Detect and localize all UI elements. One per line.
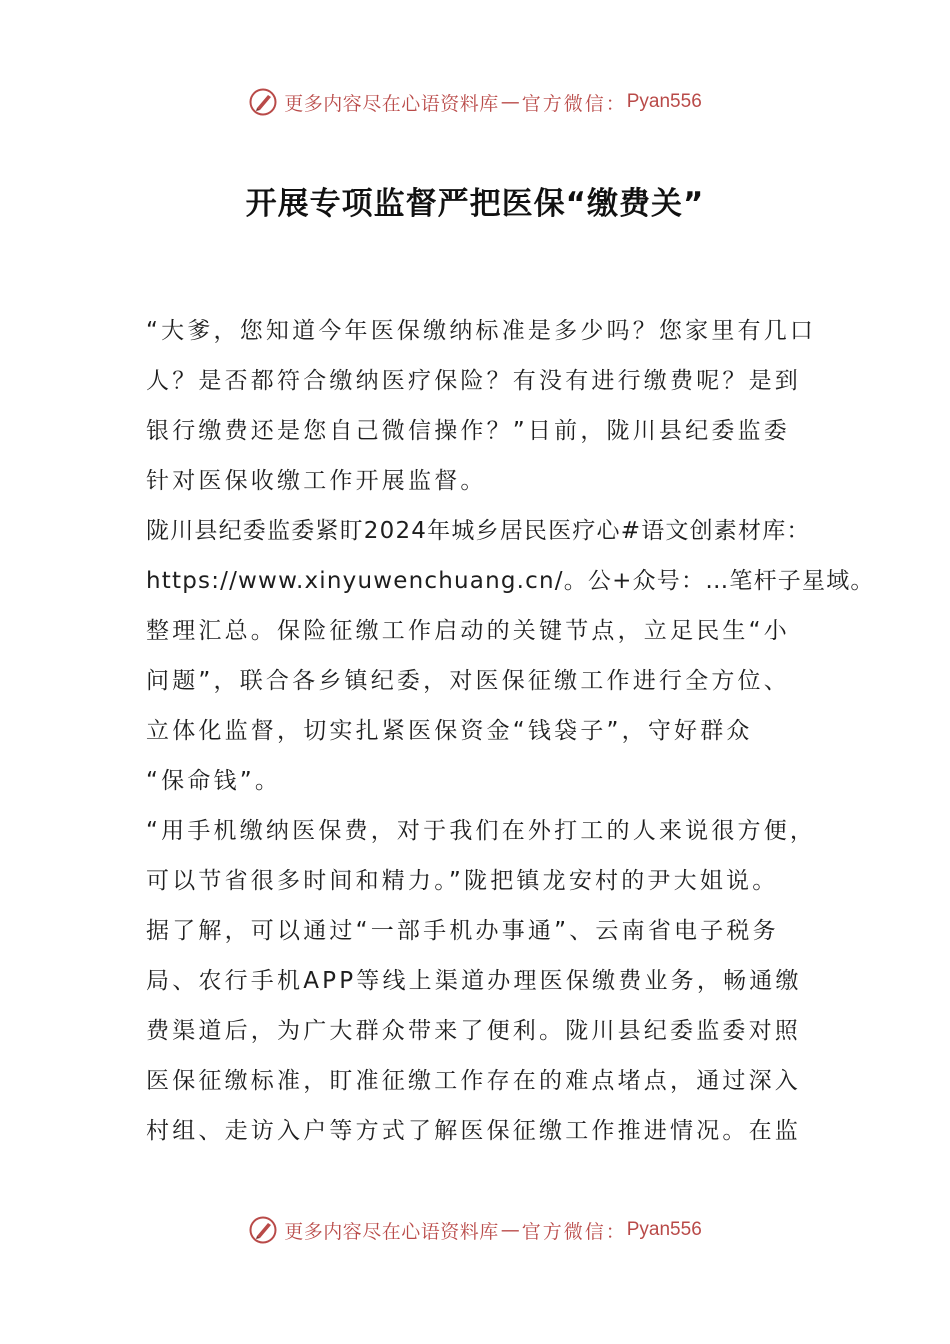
text-line: 针对医保收缴工作开展监督。: [146, 468, 487, 494]
watermark-wechat-id: Pyan556: [626, 91, 702, 112]
text-line-url: https://www.xinyuwenchuang.cn/。公+众号：…笔杆子星域。: [146, 568, 875, 594]
watermark-wechat-label: 官方微信：: [521, 1220, 627, 1243]
text-line: 陇川县纪委监委紧盯2024年城乡居民医疗心#语文创素材库：: [146, 518, 811, 544]
text-line: 局、农行手机APP等线上渠道办理医保缴费业务，畅通缴: [146, 968, 802, 994]
pen-seal-icon: [248, 87, 278, 117]
watermark-wechat-id: Pyan556: [626, 1219, 702, 1240]
text-line: “大爹，您知道今年医保缴纳标准是多少吗？您家里有几口: [146, 318, 817, 344]
watermark-site: 更多内容尽在心语资料库: [284, 92, 499, 115]
text-line: 人？是否都符合缴纳医疗保险？有没有进行缴费呢？是到: [146, 368, 801, 394]
text-line: 问题”，联合各乡镇纪委，对医保征缴工作进行全方位、: [146, 668, 790, 694]
watermark-dash: —: [500, 91, 520, 113]
text-line: “保命钱”。: [146, 768, 282, 794]
text-line: 医保征缴标准，盯准征缴工作存在的难点堵点，通过深入: [146, 1068, 801, 1094]
watermark-dash: —: [500, 1219, 520, 1241]
watermark-site: 更多内容尽在心语资料库: [284, 1220, 499, 1243]
footer-watermark: [0, 1210, 950, 1250]
text-line: 整理汇总。保险征缴工作启动的关键节点，立足民生“小: [146, 618, 790, 644]
article-body: [146, 306, 875, 1156]
text-line: 费渠道后，为广大群众带来了便利。陇川县纪委监委对照: [146, 1018, 801, 1044]
text-line: 银行缴费还是您自己微信操作？”日前，陇川县纪委监委: [146, 418, 790, 444]
watermark-wechat-label: 官方微信：: [521, 92, 627, 115]
text-line: 村组、走访入户等方式了解医保征缴工作推进情况。在监: [146, 1118, 801, 1144]
text-line: 可以节省很多时间和精力。”陇把镇龙安村的尹大姐说。: [146, 868, 779, 894]
document-title: 开展专项监督严把医保“缴费关”: [245, 186, 705, 222]
text-line: 据了解，可以通过“一部手机办事通”、云南省电子税务: [146, 918, 779, 944]
header-watermark: [0, 82, 950, 122]
pen-seal-icon: [248, 1215, 278, 1245]
text-line: “用手机缴纳医保费，对于我们在外打工的人来说很方便，: [146, 818, 817, 844]
text-line: 立体化监督，切实扎紧医保资金“钱袋子”，守好群众: [146, 718, 753, 744]
